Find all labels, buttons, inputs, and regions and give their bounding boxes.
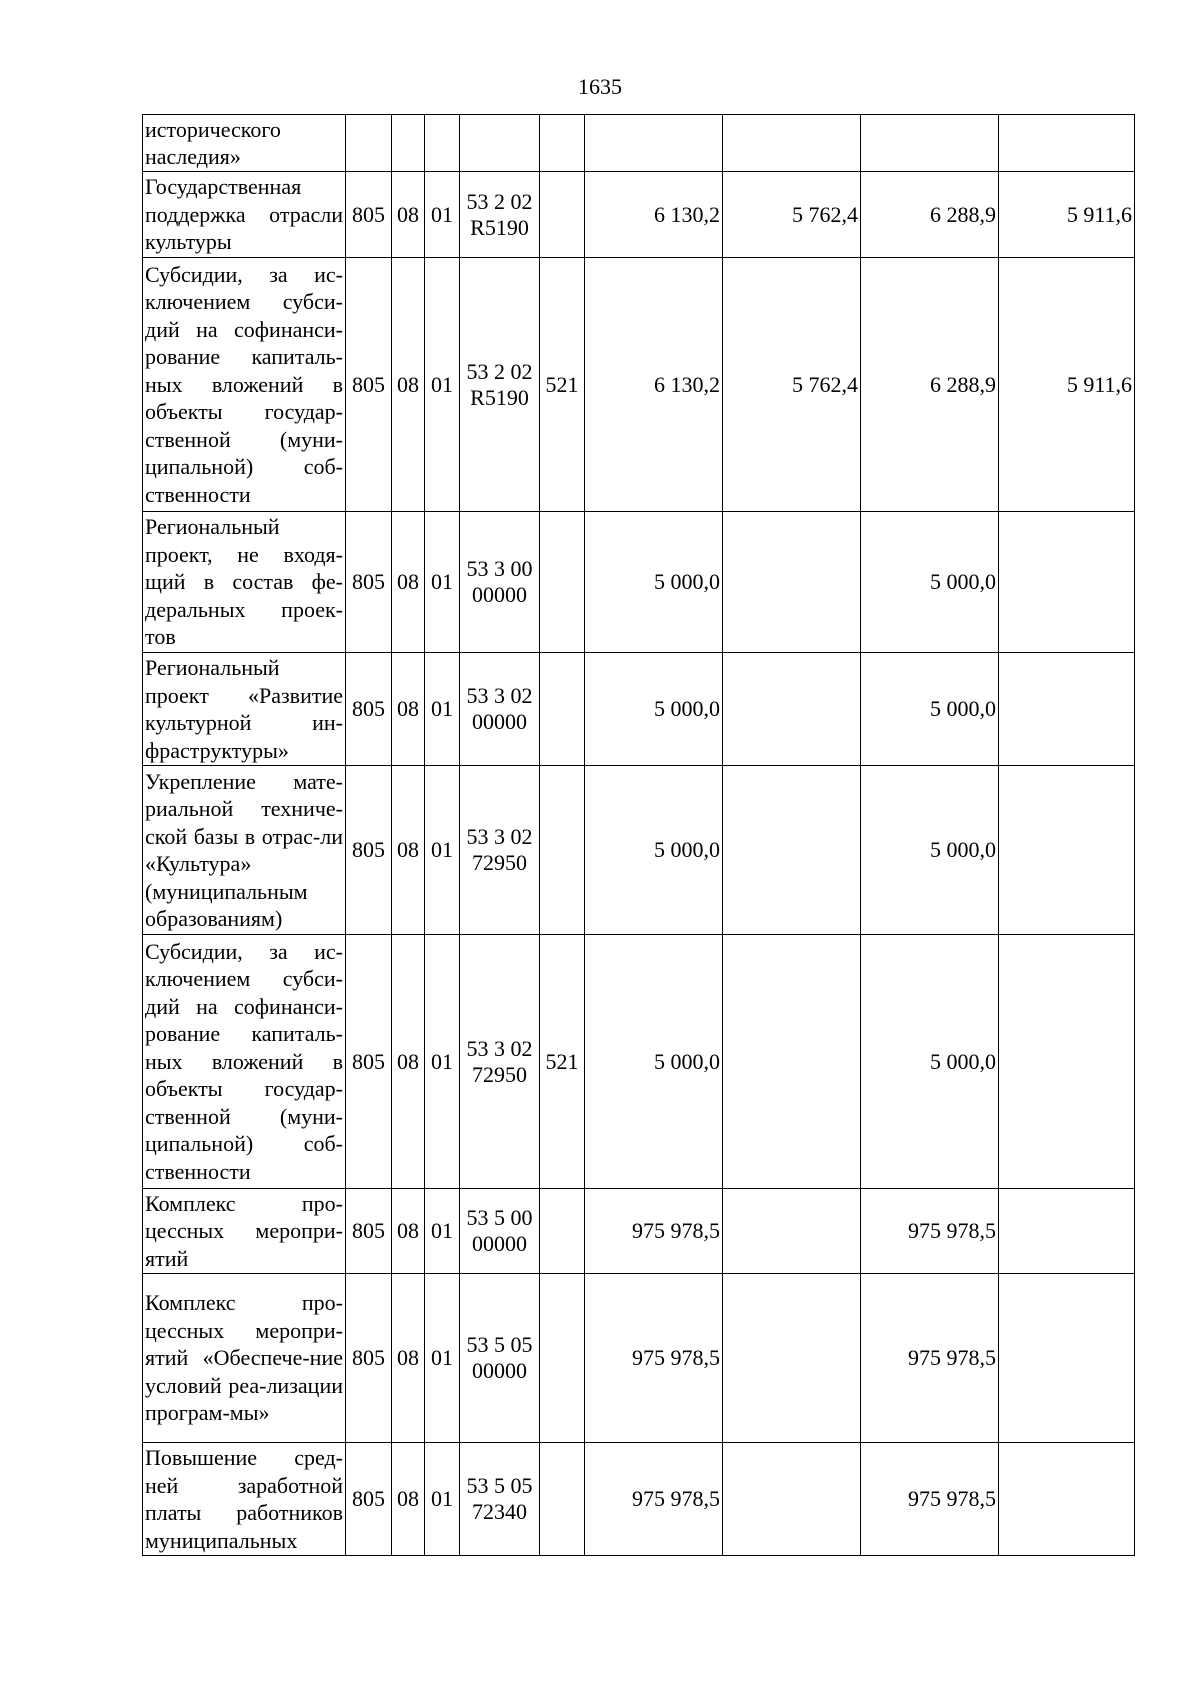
row-section-code: 08	[392, 512, 425, 653]
row-amount-2	[723, 1189, 861, 1274]
row-target-code	[460, 1274, 540, 1443]
budget-table	[142, 114, 1135, 1556]
row-expense-type	[540, 172, 585, 258]
row-amount-2	[723, 1274, 861, 1443]
row-description: Региональный проект «Развитие культурной ин-фраструктуры»	[143, 653, 346, 766]
row-amount-1: 5 000,0	[585, 512, 723, 653]
row-subsection-code: 01	[425, 172, 460, 258]
row-amount-4	[999, 115, 1135, 172]
row-amount-2	[723, 115, 861, 172]
target-code-part-1: 53 5 05	[466, 1332, 533, 1357]
target-code-part-2: 00000	[472, 1358, 527, 1383]
row-target-code	[460, 172, 540, 258]
row-admin-code: 805	[346, 935, 392, 1189]
row-amount-4	[999, 653, 1135, 766]
page-number: 1635	[578, 74, 622, 99]
row-admin-code: 805	[346, 1274, 392, 1443]
row-amount-3: 5 000,0	[861, 935, 999, 1189]
row-amount-2	[723, 1443, 861, 1556]
row-target-code	[460, 653, 540, 766]
row-expense-type	[540, 1189, 585, 1274]
row-subsection-code	[425, 115, 460, 172]
row-admin-code: 805	[346, 1443, 392, 1556]
row-amount-2: 5 762,4	[723, 172, 861, 258]
row-expense-type: 521	[540, 258, 585, 512]
row-target-code	[460, 1443, 540, 1556]
row-target-code	[460, 1189, 540, 1274]
row-amount-4: 5 911,6	[999, 172, 1135, 258]
table-row	[143, 935, 1135, 1189]
target-code-part-1: 53 3 02	[466, 683, 533, 708]
row-section-code: 08	[392, 172, 425, 258]
row-amount-4	[999, 512, 1135, 653]
row-admin-code: 805	[346, 766, 392, 935]
row-subsection-code: 01	[425, 935, 460, 1189]
target-code-part-2: 00000	[472, 709, 527, 734]
row-subsection-code: 01	[425, 1189, 460, 1274]
target-code-part-2: R5190	[470, 214, 529, 240]
row-amount-2	[723, 766, 861, 935]
row-amount-2	[723, 653, 861, 766]
table-row	[143, 258, 1135, 512]
row-expense-type	[540, 766, 585, 935]
row-amount-4	[999, 766, 1135, 935]
row-amount-3: 975 978,5	[861, 1189, 999, 1274]
row-amount-3: 6 288,9	[861, 172, 999, 258]
row-amount-3	[861, 115, 999, 172]
table-row	[143, 172, 1135, 258]
row-description: исторического наследия»	[143, 115, 346, 172]
row-description: Укрепление мате-риальной техниче-ской базы в отрас-ли «Культура» (муниципальным образованиям)	[143, 766, 346, 935]
row-amount-1: 5 000,0	[585, 766, 723, 935]
row-description: Государственная поддержка отрасли культуры	[143, 172, 346, 258]
target-code-part-2: 72950	[472, 1061, 527, 1087]
row-amount-4	[999, 1274, 1135, 1443]
row-amount-1: 975 978,5	[585, 1189, 723, 1274]
row-section-code: 08	[392, 1443, 425, 1556]
row-amount-2: 5 762,4	[723, 258, 861, 512]
row-admin-code: 805	[346, 1189, 392, 1274]
row-amount-4: 5 911,6	[999, 258, 1135, 512]
row-amount-1: 6 130,2	[585, 172, 723, 258]
row-section-code: 08	[392, 766, 425, 935]
table-row	[143, 1189, 1135, 1274]
table-row	[143, 1274, 1135, 1443]
row-target-code	[460, 766, 540, 935]
row-expense-type	[540, 653, 585, 766]
row-description: Субсидии, за ис-ключением субси-дий на софинанси-рование капиталь-ных вложений в объекты государ-ственной (муни-ципальной) соб-ственности	[143, 935, 346, 1189]
row-amount-4	[999, 1189, 1135, 1274]
row-amount-4	[999, 935, 1135, 1189]
row-amount-3: 5 000,0	[861, 653, 999, 766]
row-expense-type	[540, 1443, 585, 1556]
table-row	[143, 512, 1135, 653]
row-admin-code: 805	[346, 258, 392, 512]
row-amount-3: 975 978,5	[861, 1274, 999, 1443]
target-code-part-2: 00000	[472, 1231, 527, 1256]
row-section-code: 08	[392, 653, 425, 766]
row-section-code	[392, 115, 425, 172]
row-amount-1	[585, 115, 723, 172]
row-amount-3: 975 978,5	[861, 1443, 999, 1556]
row-subsection-code: 01	[425, 1443, 460, 1556]
target-code-part-2: 72340	[472, 1499, 527, 1524]
row-amount-4	[999, 1443, 1135, 1556]
target-code-part-2: R5190	[470, 384, 529, 410]
row-amount-2	[723, 512, 861, 653]
row-amount-1: 975 978,5	[585, 1443, 723, 1556]
row-section-code: 08	[392, 1274, 425, 1443]
row-subsection-code: 01	[425, 766, 460, 935]
target-code-part-1: 53 2 02	[466, 358, 533, 384]
target-code-part-1: 53 2 02	[466, 188, 533, 214]
row-target-code	[460, 512, 540, 653]
table-row	[143, 653, 1135, 766]
row-admin-code: 805	[346, 653, 392, 766]
target-code-part-1: 53 5 00	[466, 1205, 533, 1230]
row-admin-code	[346, 115, 392, 172]
row-subsection-code: 01	[425, 653, 460, 766]
row-admin-code: 805	[346, 512, 392, 653]
target-code-part-1: 53 5 05	[466, 1473, 533, 1498]
row-description: Субсидии, за ис-ключением субси-дий на софинанси-рование капиталь-ных вложений в объекты государ-ственной (муни-ципальной) соб-ственности	[143, 258, 346, 512]
row-amount-1: 975 978,5	[585, 1274, 723, 1443]
target-code-part-1: 53 3 02	[466, 1035, 533, 1061]
row-description: Региональный проект, не входя-щий в состав фе-деральных проек-тов	[143, 512, 346, 653]
row-target-code	[460, 115, 540, 172]
row-amount-1: 5 000,0	[585, 935, 723, 1189]
row-section-code: 08	[392, 258, 425, 512]
row-subsection-code: 01	[425, 512, 460, 653]
row-section-code: 08	[392, 935, 425, 1189]
row-amount-3: 5 000,0	[861, 766, 999, 935]
target-code-part-1: 53 3 00	[466, 556, 533, 581]
row-target-code	[460, 258, 540, 512]
row-amount-3: 5 000,0	[861, 512, 999, 653]
row-amount-2	[723, 935, 861, 1189]
table-row	[143, 766, 1135, 935]
row-expense-type	[540, 512, 585, 653]
row-expense-type	[540, 1274, 585, 1443]
row-description: Комплекс про-цессных меропри-ятий «Обеспече-ние условий реа-лизации програм-мы»	[143, 1274, 346, 1443]
table-row	[143, 1443, 1135, 1556]
target-code-part-2: 00000	[472, 582, 527, 607]
row-subsection-code: 01	[425, 258, 460, 512]
row-target-code	[460, 935, 540, 1189]
row-description: Комплекс про-цессных меропри-ятий	[143, 1189, 346, 1274]
row-amount-1: 5 000,0	[585, 653, 723, 766]
row-description: Повышение сред-ней заработной платы работников муниципальных	[143, 1443, 346, 1556]
target-code-part-2: 72950	[472, 850, 527, 875]
table-row	[143, 115, 1135, 172]
row-admin-code: 805	[346, 172, 392, 258]
row-amount-1: 6 130,2	[585, 258, 723, 512]
row-expense-type: 521	[540, 935, 585, 1189]
target-code-part-1: 53 3 02	[466, 824, 533, 849]
row-amount-3: 6 288,9	[861, 258, 999, 512]
row-expense-type	[540, 115, 585, 172]
row-section-code: 08	[392, 1189, 425, 1274]
row-subsection-code: 01	[425, 1274, 460, 1443]
table-body	[143, 115, 1135, 1556]
